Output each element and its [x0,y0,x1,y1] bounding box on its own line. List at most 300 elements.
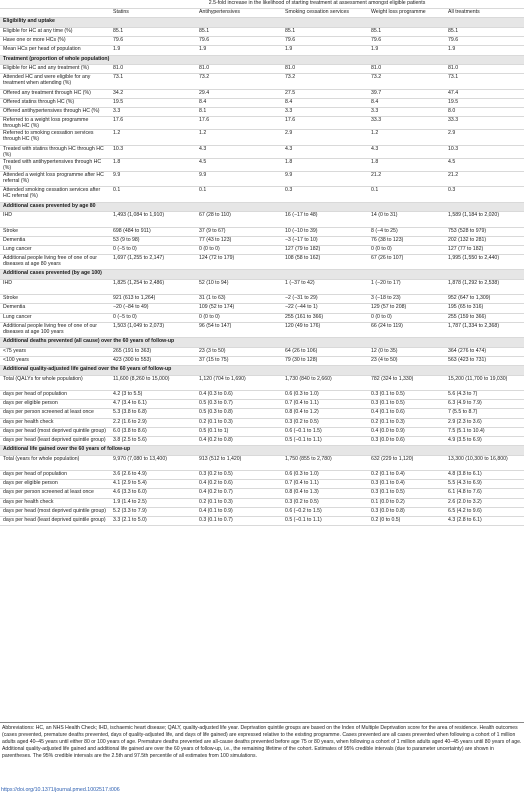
row-value: 1.9 (1.4 to 2.5) [110,498,196,507]
row-value: 0.2 (0.1 to 0.3) [196,418,282,427]
row-label: Eligible for HC and any treatment (%) [0,65,110,74]
row-label: <100 years [0,356,110,365]
row-label: days per head (most deprived quintile group) [0,427,110,436]
row-value: 0.1 [196,187,282,202]
row-label: Total (QALYs for whole population) [0,375,110,390]
row-value: −20 (−84 to 49) [110,304,196,313]
row-label: Attended smoking cessation services after HC referral (%) [0,187,110,202]
column-header-statins: Statins [110,9,196,18]
row-value: 8.4 [196,98,282,107]
row-value: 16 (−17 to 48) [282,212,368,227]
table-row [0,65,524,74]
row-value: 10 (−10 to 39) [282,227,368,236]
row-value: 0.8 (0.4 to 1.2) [282,409,368,418]
table-row [0,418,524,427]
row-value: 0.3 (0.2 to 0.5) [196,471,282,480]
table-row [0,409,524,418]
row-value: 1.9 [196,46,282,55]
row-value: 2.9 [282,130,368,145]
row-value: 31 (1 to 63) [196,295,282,304]
row-value: 6.1 (4.8 to 7.6) [445,489,524,498]
row-value: 73.2 [368,74,445,89]
row-value: 33.3 [368,117,445,130]
row-label: Offered antihypertensives through HC (%) [0,107,110,116]
row-value: −22 (−44 to 1) [282,304,368,313]
row-value: 79.6 [282,37,368,46]
row-value: 0.3 [282,187,368,202]
row-value: 1,878 (1,292 to 2,538) [445,279,524,294]
row-value: 81.0 [445,65,524,74]
table-row [0,158,524,171]
row-value: 85.1 [368,27,445,36]
row-value: 67 (26 to 107) [368,255,445,270]
row-value: 0.6 (0.3 to 1.0) [282,390,368,399]
table-row [0,322,524,337]
row-value: 64 (26 to 106) [282,347,368,356]
table-row [0,46,524,55]
header-columns-row [0,9,524,18]
row-value: 913 (512 to 1,420) [196,455,282,470]
row-value: 127 (77 to 182) [445,245,524,254]
row-value: 753 (528 to 979) [445,227,524,236]
row-value: 2.9 (2.3 to 3.6) [445,418,524,427]
row-value: 1.2 [196,130,282,145]
row-value: 0.2 (0.1 to 0.3) [368,418,445,427]
row-value: 81.0 [110,65,196,74]
column-header-weight-loss: Weight loss programme [368,9,445,18]
row-value: 423 (300 to 553) [110,356,196,365]
row-value: 195 (65 to 316) [445,304,524,313]
row-value: 1 (−37 to 42) [282,279,368,294]
table-row [0,89,524,98]
row-value: 4.3 [282,145,368,158]
row-value: 29.4 [196,89,282,98]
row-value: 0 (−5 to 0) [110,245,196,254]
row-value: 0.1 [368,187,445,202]
table-row [0,390,524,399]
row-value: 2.2 (1.6 to 2.9) [110,418,196,427]
row-label: Treated with statins through HC through HC (%) [0,145,110,158]
table-row [0,356,524,365]
row-value: 17.6 [196,117,282,130]
row-value: 0 (0 to 0) [196,245,282,254]
table-row [0,471,524,480]
row-value: 4.3 [368,145,445,158]
row-value: 96 (54 to 147) [196,322,282,337]
row-value: 1.9 [445,46,524,55]
table-row [0,98,524,107]
table-row [0,498,524,507]
row-value: 53 (9 to 98) [110,236,196,245]
row-value: 17.6 [282,117,368,130]
table-row [0,74,524,89]
row-value: 2.6 (2.0 to 3.2) [445,498,524,507]
row-value: 1.9 [110,46,196,55]
row-value: 4.1 (2.9 to 5.4) [110,480,196,489]
row-label: <75 years [0,347,110,356]
row-label: days per head (least deprived quintile group) [0,436,110,445]
row-label: days per eligible person [0,480,110,489]
row-value: 9.9 [110,172,196,187]
row-value: 1.8 [110,158,196,171]
row-value: 3 (−18 to 23) [368,295,445,304]
row-value: 8.4 [368,98,445,107]
row-value: 0.3 (0.2 to 0.5) [282,498,368,507]
section-title: Additional deaths prevented (all cause) over the 60 years of follow-up [0,338,524,348]
row-value: 33.3 [445,117,524,130]
row-value: 73.2 [196,74,282,89]
table-row [0,245,524,254]
row-value: 66 (24 to 119) [368,322,445,337]
row-value: 0.3 [445,187,524,202]
row-value: 4.3 [196,145,282,158]
row-value: 1,995 (1,550 to 2,440) [445,255,524,270]
row-value: 85.1 [282,27,368,36]
row-value: 1,589 (1,184 to 2,020) [445,212,524,227]
section-title: Additional quality-adjusted life gained over the 60 years of follow-up [0,366,524,376]
row-value: 108 (58 to 162) [282,255,368,270]
table-row [0,27,524,36]
header-blank-cell [0,9,110,18]
row-value: 47.4 [445,89,524,98]
row-value: 77 (43 to 123) [196,236,282,245]
row-value: 1.2 [110,130,196,145]
row-value: 7 (5.5 to 8.7) [445,409,524,418]
row-label: Eligible for HC at any time (%) [0,27,110,36]
row-label: Offered any treatment through HC (%) [0,89,110,98]
row-label: days per head (most deprived quintile group) [0,507,110,516]
row-value: 4.9 (3.5 to 6.9) [445,436,524,445]
section-title: Additional life gained over the 60 years of follow-up [0,446,524,456]
row-value: 1,120 (704 to 1,690) [196,375,282,390]
table-row [0,130,524,145]
row-value: 81.0 [196,65,282,74]
row-label: Treated with antihypertensives through HC (%) [0,158,110,171]
row-value: 1,503 (1,049 to 2,073) [110,322,196,337]
row-value: 2.9 [445,130,524,145]
table-row [0,145,524,158]
row-value: 1,787 (1,334 to 2,368) [445,322,524,337]
row-label: Additional people living free of one of our diseases at age 80 years [0,255,110,270]
row-value: 8 (−4 to 25) [368,227,445,236]
row-value: 37 (9 to 67) [196,227,282,236]
row-value: 3.3 (2.1 to 5.0) [110,516,196,525]
column-header-smoking-cessation: Smoking cessation services [282,9,368,18]
row-value: 0.6 (0.3 to 1.0) [282,471,368,480]
table-row [0,507,524,516]
table-row [0,279,524,294]
row-value: 9.9 [196,172,282,187]
row-value: 4.5 [445,158,524,171]
section-title: Additional cases prevented by age 80 [0,202,524,212]
row-value: 23 (4 to 50) [368,356,445,365]
row-value: 4.5 [196,158,282,171]
row-value: 14 (0 to 31) [368,212,445,227]
row-value: 7.5 (5.1 to 10.4) [445,427,524,436]
row-value: 5.5 (4.3 to 6.9) [445,480,524,489]
row-value: 0.8 (0.4 to 1.3) [282,489,368,498]
column-header-antihypertensives: Antihypertensives [196,9,282,18]
column-header-all-treatments: All treatments [445,9,524,18]
header-span-row [0,0,524,9]
row-value: 0.7 (0.4 to 1.1) [282,480,368,489]
row-label: Stroke [0,295,110,304]
row-value: 632 (229 to 1,120) [368,455,445,470]
row-value: 255 (161 to 366) [282,313,368,322]
row-value: 120 (49 to 176) [282,322,368,337]
row-value: 85.1 [196,27,282,36]
section-header-row [0,366,524,376]
row-label: Stroke [0,227,110,236]
row-value: 3.3 [110,107,196,116]
row-value: 79.6 [368,37,445,46]
row-value: 19.5 [110,98,196,107]
row-label: IHD [0,279,110,294]
row-value: 6.0 (3.8 to 8.6) [110,427,196,436]
row-value: 782 (324 to 1,330) [368,375,445,390]
row-value: 0.4 (0.0 to 0.9) [368,427,445,436]
row-value: 109 (52 to 174) [196,304,282,313]
row-value: 34.2 [110,89,196,98]
row-label: Offered statins through HC (%) [0,98,110,107]
row-value: 4.3 (2.8 to 6.1) [445,516,524,525]
row-value: 0 (0 to 0) [368,245,445,254]
row-label: days per person screened at least once [0,409,110,418]
row-value: 67 (28 to 110) [196,212,282,227]
row-value: 0.4 (0.2 to 0.7) [196,489,282,498]
row-value: 124 (72 to 179) [196,255,282,270]
row-value: 6.5 (4.2 to 9.6) [445,507,524,516]
row-value: 0.6 (−0.2 to 1.5) [282,507,368,516]
row-label: Mean HCs per head of population [0,46,110,55]
row-label: days per health check [0,418,110,427]
row-value: 1.2 [368,130,445,145]
row-value: 4.8 (3.8 to 6.1) [445,471,524,480]
row-value: 0 (0 to 0) [196,313,282,322]
section-header-row [0,18,524,28]
row-value: 0.4 (0.2 to 0.8) [196,436,282,445]
table-footnote: Abbreviations: HC, an NHS Health Check; IHD, ischaemic heart disease; QALY, quality-adjusted life year. Deprivation quintile groups are based on the Index of Multiple Deprivation score for the area of residence. Health outcomes (cases prevented, premature deaths prevented, days of quality-adjusted life, and days of life gained) are expressed relative to the existing programme. Cases prevented are all cases prevented when following a cohort of 1 million adults aged 40–45 years until either 80 or 100 years of age. Premature deaths prevented are all-cause deaths prevented before age 75 or 80 years, when following a cohort of 1 million adults aged 40–45 years until 80 years of age. Additional quality-adjusted life gained and additional life gained are over the 60 years of follow-up, i.e., the remaining lifetime of the cohort. Estimates of 95% credible intervals (due to parameter uncertainty) are shown in parentheses. The 95% credible intervals are the 2.5th and 97.5th percentile of all estimates from 100 simulations. [0,722,524,760]
row-value: 129 (57 to 208) [368,304,445,313]
table-body [0,18,524,526]
row-value: 12 (0 to 35) [368,347,445,356]
table-row [0,295,524,304]
row-value: 0.3 (0.1 to 0.4) [368,480,445,489]
row-value: 79.6 [110,37,196,46]
row-value: 81.0 [282,65,368,74]
table-row [0,172,524,187]
row-value: 0.5 (0.3 to 0.8) [196,409,282,418]
row-value: 13,300 (10,300 to 16,800) [445,455,524,470]
table-row [0,236,524,245]
row-value: 37 (15 to 75) [196,356,282,365]
section-header-row [0,202,524,212]
row-value: 9,970 (7,080 to 13,400) [110,455,196,470]
row-label: days per head of population [0,390,110,399]
row-label: Referred to smoking cessation services through HC (%) [0,130,110,145]
row-label: Lung cancer [0,245,110,254]
table-row [0,480,524,489]
row-label: Dementia [0,304,110,313]
table-row [0,427,524,436]
row-value: 698 (484 to 911) [110,227,196,236]
row-label: days per head of population [0,471,110,480]
row-value: 0.5 (−0.1 to 1.1) [282,436,368,445]
table-row [0,400,524,409]
doi-link[interactable]: https://doi.org/10.1371/journal.pmed.1002517.t006 [1,787,120,793]
section-title: Treatment (proportion of whole population) [0,55,524,65]
row-label: Attended HC and were eligible for any treatment when attending (%) [0,74,110,89]
section-header-row [0,55,524,65]
row-value: 0.2 (0.1 to 0.4) [368,471,445,480]
table-row [0,516,524,525]
row-value: 19.5 [445,98,524,107]
row-value: 39.7 [368,89,445,98]
row-value: 85.1 [110,27,196,36]
row-value: 0.4 (0.3 to 0.6) [196,390,282,399]
row-value: 0.1 [110,187,196,202]
table-row [0,107,524,116]
row-value: 4.7 (3.4 to 6.1) [110,400,196,409]
row-value: 10.3 [445,145,524,158]
row-value: 21.2 [368,172,445,187]
table-row [0,117,524,130]
section-header-row [0,270,524,280]
row-value: 1,493 (1,084 to 1,910) [110,212,196,227]
row-value: 255 (159 to 366) [445,313,524,322]
row-value: 921 (613 to 1,264) [110,295,196,304]
row-value: 0.3 (0.0 to 0.6) [368,436,445,445]
row-value: 3.8 (2.5 to 5.6) [110,436,196,445]
row-value: 73.1 [445,74,524,89]
table-row [0,187,524,202]
row-value: −3 (−17 to 10) [282,236,368,245]
row-value: 0 (−5 to 0) [110,313,196,322]
row-value: 1 (−20 to 17) [368,279,445,294]
row-value: 10.3 [110,145,196,158]
row-label: Total (years for whole population) [0,455,110,470]
row-value: 5.2 (3.3 to 7.9) [110,507,196,516]
row-value: 1.8 [368,158,445,171]
table-row [0,375,524,390]
row-label: days per head (least deprived quintile group) [0,516,110,525]
row-value: 0.1 (0.0 to 0.2) [368,498,445,507]
row-value: 0.3 (0.1 to 0.5) [368,390,445,399]
row-value: 52 (10 to 94) [196,279,282,294]
table-row [0,227,524,236]
row-value: 127 (79 to 182) [282,245,368,254]
row-value: 0.5 (−0.1 to 1.1) [282,516,368,525]
table-row [0,255,524,270]
row-value: 15,200 (11,700 to 19,030) [445,375,524,390]
row-value: 3.3 [282,107,368,116]
row-value: 79.6 [196,37,282,46]
row-value: 0.2 (0.1 to 0.3) [196,498,282,507]
row-value: 27.5 [282,89,368,98]
table-row [0,436,524,445]
row-value: 3.3 [368,107,445,116]
table-row [0,304,524,313]
section-header-row [0,338,524,348]
row-value: 81.0 [368,65,445,74]
row-value: 0.3 (0.1 to 0.7) [196,516,282,525]
row-value: 4.2 (3 to 5.5) [110,390,196,399]
row-label: Lung cancer [0,313,110,322]
row-value: 0.3 (0.0 to 0.8) [368,507,445,516]
row-label: Have one or more HCs (%) [0,37,110,46]
header-span-title: 2.5-fold increase in the likelihood of starting treatment at assessment amongst eligible patients [110,0,524,9]
row-label: Additional people living free of one of our diseases at age 100 years [0,322,110,337]
header-blank-cell [0,0,110,9]
row-value: 952 (647 to 1,309) [445,295,524,304]
row-value: 1.9 [282,46,368,55]
row-value: 8.0 [445,107,524,116]
row-value: 5.3 (3.8 to 6.8) [110,409,196,418]
row-value: 0.5 (0.1 to 1) [196,427,282,436]
row-value: 0.3 (0.2 to 0.5) [282,418,368,427]
row-value: 73.1 [110,74,196,89]
section-title: Eligibility and uptake [0,18,524,28]
row-value: 0.5 (0.3 to 0.7) [196,400,282,409]
row-label: IHD [0,212,110,227]
row-value: 0.4 (0.2 to 0.6) [196,480,282,489]
row-value: 6.3 (4.9 to 7.9) [445,400,524,409]
table-row [0,313,524,322]
row-value: 0 (0 to 0) [368,313,445,322]
table-row [0,455,524,470]
row-value: 85.1 [445,27,524,36]
row-value: 0.4 (0.1 to 0.9) [196,507,282,516]
row-value: 1.8 [282,158,368,171]
row-value: 1,730 (840 to 2,660) [282,375,368,390]
row-value: 79 (30 to 128) [282,356,368,365]
row-label: Dementia [0,236,110,245]
row-value: 8.1 [196,107,282,116]
row-value: 79.6 [445,37,524,46]
row-value: 17.6 [110,117,196,130]
row-value: −2 (−31 to 29) [282,295,368,304]
table-row [0,212,524,227]
row-value: 1,825 (1,254 to 2,486) [110,279,196,294]
row-value: 0.6 (−0.1 to 1.5) [282,427,368,436]
row-value: 0.2 (0 to 0.5) [368,516,445,525]
row-label: days per person screened at least once [0,489,110,498]
row-value: 23 (3 to 50) [196,347,282,356]
row-value: 76 (38 to 123) [368,236,445,245]
row-value: 1,697 (1,255 to 2,147) [110,255,196,270]
row-value: 4.6 (3.3 to 6.0) [110,489,196,498]
row-value: 73.2 [282,74,368,89]
row-value: 0.3 (0.1 to 0.5) [368,400,445,409]
section-header-row [0,446,524,456]
row-value: 0.4 (0.1 to 0.6) [368,409,445,418]
row-value: 5.6 (4.3 to 7) [445,390,524,399]
row-value: 364 (276 to 474) [445,347,524,356]
row-value: 11,600 (8,260 to 15,000) [110,375,196,390]
row-value: 8.4 [282,98,368,107]
row-value: 0.3 (0.1 to 0.5) [368,489,445,498]
row-value: 21.2 [445,172,524,187]
table-row [0,37,524,46]
row-value: 265 (191 to 363) [110,347,196,356]
row-value: 563 (423 to 731) [445,356,524,365]
row-value: 3.6 (2.6 to 4.9) [110,471,196,480]
row-value: 9.9 [282,172,368,187]
row-label: Referred to a weight loss programme through HC (%) [0,117,110,130]
table-row [0,347,524,356]
row-value: 1.9 [368,46,445,55]
row-value: 202 (132 to 281) [445,236,524,245]
